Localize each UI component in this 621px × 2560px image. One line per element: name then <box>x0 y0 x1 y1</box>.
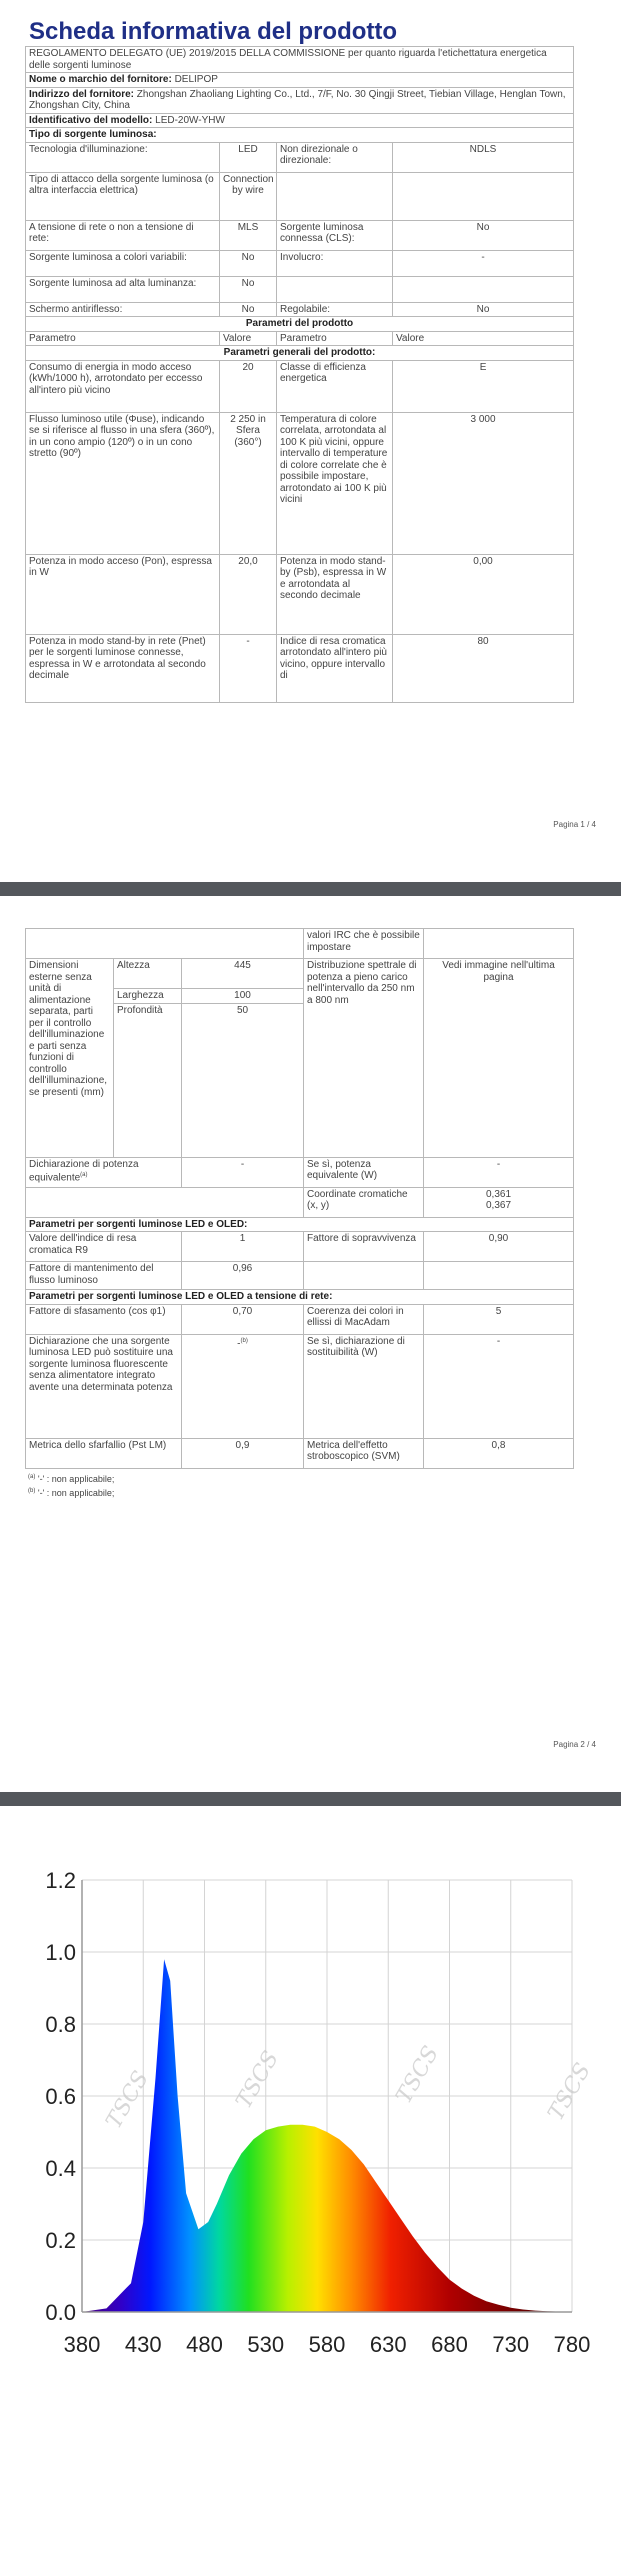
nondir-value: NDLS <box>393 142 574 172</box>
model-value: LED-20W-YHW <box>155 114 225 126</box>
onpower-value: 20,0 <box>220 554 277 634</box>
fluor-value: - <box>237 1337 241 1349</box>
macadam-label: Coerenza dei colori in ellissi di MacAdam <box>304 1304 424 1334</box>
footnote-b-text: '-' : non applicabile; <box>37 1487 115 1498</box>
glare-label: Schermo antiriflesso: <box>26 302 220 317</box>
r9-value: 1 <box>182 1232 304 1262</box>
class-label: Classe di efficienza energetica <box>277 360 393 412</box>
height-label: Altezza <box>114 959 182 989</box>
watermark-text: TSCS <box>391 2042 445 2108</box>
col-value-2: Valore <box>393 331 574 346</box>
fluor-label: Dichiarazione che una sorgente luminosa LED può sostituire una sorgente luminosa fluorescente senza alimentatore integrato avente una determinata potenza <box>26 1334 182 1438</box>
footnote-b <box>25 1485 573 1499</box>
page-1-number: Pagina 1 / 4 <box>553 820 596 829</box>
cap-value: Connection by wire <box>220 172 277 220</box>
cri-value: 80 <box>393 634 574 702</box>
document-title: Scheda informativa del prodotto <box>29 18 398 45</box>
equiv-cell <box>26 1157 182 1187</box>
class-value: E <box>393 360 574 412</box>
page-1 <box>0 0 621 882</box>
spectral-label: Distribuzione spettrale di potenza a pieno carico nell'intervallo da 250 nm a 800 nm <box>304 959 424 1158</box>
phi-label: Fattore di sfasamento (cos φ1) <box>26 1304 182 1334</box>
flicker-value: 0,9 <box>182 1438 304 1468</box>
page-separator-2 <box>0 1792 621 1806</box>
x-tick-label: 380 <box>63 2332 101 2357</box>
watermark-text: TSCS <box>543 2059 597 2125</box>
y-tick-label: 1.2 <box>45 1868 76 1893</box>
x-tick-label: 430 <box>124 2332 162 2357</box>
mains-value: MLS <box>220 220 277 250</box>
equiv-value: - <box>182 1157 304 1187</box>
strobe-label: Metrica dell'effetto stroboscopico (SVM) <box>304 1438 424 1468</box>
supplier-row <box>26 73 574 88</box>
x-tick-label: 730 <box>492 2332 530 2357</box>
nondir-label: Non direzionale o direzionale: <box>277 142 393 172</box>
cct-label: Temperatura di colore correlata, arrotondata al 100 K più vicini, oppure intervallo di temperature di colore correlate che è possibile impostare, arrotondato ai 100 K più vicini <box>277 412 393 554</box>
survival-value: 0,90 <box>424 1232 574 1262</box>
equivw-value: - <box>424 1157 574 1187</box>
netstandby-label: Potenza in modo stand-by in rete (Pnet) per le sorgenti luminose connesse, espressa in W e arrotondata al secondo decimale <box>26 634 220 702</box>
survival-label: Fattore di sopravvivenza <box>304 1232 424 1262</box>
energy-value: 20 <box>220 360 277 412</box>
depth-value: 50 <box>182 1003 304 1157</box>
dimmable-label: Regolabile: <box>277 302 393 317</box>
y-tick-label: 1.0 <box>45 1940 76 1965</box>
x-tick-label: 530 <box>247 2332 285 2357</box>
col-value-1: Valore <box>220 331 277 346</box>
glare-value: No <box>220 302 277 317</box>
onpower-label: Potenza in modo acceso (Pon), espressa in W <box>26 554 220 634</box>
regulation-text: REGOLAMENTO DELEGATO (UE) 2019/2015 DELLA COMMISSIONE per quanto riguarda l'etichettatura energetica delle sorgenti luminose <box>26 47 574 73</box>
replace-label: Se sì, dichiarazione di sostituibilità (W) <box>304 1334 424 1438</box>
params-heading: Parametri del prodotto <box>26 317 574 332</box>
address-row <box>26 87 574 113</box>
cct-value: 3 000 <box>393 412 574 554</box>
cri-label: Indice di resa cromatica arrotondato all'intero più vicino, oppure intervallo di <box>277 634 393 702</box>
general-heading: Parametri generali del prodotto: <box>26 346 574 361</box>
x-tick-label: 780 <box>553 2332 591 2357</box>
cri-cont: valori IRC che è possibile impostare <box>304 929 424 959</box>
x-tick-label: 630 <box>369 2332 407 2357</box>
address-label: Indirizzo del fornitore: <box>29 88 134 100</box>
mains-label: A tensione di rete o non a tensione di rete: <box>26 220 220 250</box>
y-tick-label: 0.8 <box>45 2012 76 2037</box>
phi-value: 0,70 <box>182 1304 304 1334</box>
watermark-text: TSCS <box>101 2067 155 2133</box>
hilum-value: No <box>220 276 277 302</box>
footnote-b-mark: (b) <box>28 1487 36 1494</box>
fluor-footnote-mark: (b) <box>240 1337 248 1344</box>
r9-label: Valore dell'indice di resa cromatica R9 <box>26 1232 182 1262</box>
col-param-1: Parametro <box>26 331 220 346</box>
width-value: 100 <box>182 989 304 1004</box>
maint-label: Fattore di mantenimento del flusso luminoso <box>26 1262 182 1290</box>
chroma-y: 0,367 <box>485 1200 512 1211</box>
model-row <box>26 113 574 128</box>
y-tick-label: 0.0 <box>45 2300 76 2325</box>
footnote-a-mark: (a) <box>28 1473 36 1480</box>
envelope-value: - <box>393 250 574 276</box>
tech-label: Tecnologia d'illuminazione: <box>26 142 220 172</box>
maint-value: 0,96 <box>182 1262 304 1290</box>
page-2-number: Pagina 2 / 4 <box>553 1740 596 1749</box>
footnote-a <box>25 1471 573 1485</box>
dimmable-value: No <box>393 302 574 317</box>
hilum-label: Sorgente luminosa ad alta luminanza: <box>26 276 220 302</box>
flicker-label: Metrica dello sfarfallio (Pst LM) <box>26 1438 182 1468</box>
standby-label: Potenza in modo stand-by (Psb), espressa in W e arrotondata al secondo decimale <box>277 554 393 634</box>
spectral-value: Vedi immagine nell'ultima pagina <box>424 959 574 1158</box>
spectral-chart-svg <box>0 1860 621 2500</box>
cls-value: No <box>393 220 574 250</box>
x-tick-label: 680 <box>431 2332 468 2357</box>
cls-label: Sorgente luminosa connessa (CLS): <box>277 220 393 250</box>
equiv-footnote-mark: (a) <box>80 1172 88 1178</box>
page-2-content <box>25 928 573 1499</box>
strobe-value: 0,8 <box>424 1438 574 1468</box>
type-heading: Tipo di sorgente luminosa: <box>26 128 574 143</box>
depth-label: Profondità <box>114 1003 182 1157</box>
standby-value: 0,00 <box>393 554 574 634</box>
netstandby-value: - <box>220 634 277 702</box>
product-info-table <box>25 46 574 703</box>
replace-value: - <box>424 1334 574 1438</box>
page-1-content <box>25 18 573 703</box>
chroma-x: 0,361 <box>485 1188 512 1200</box>
footnote-a-text: '-' : non applicabile; <box>37 1473 115 1484</box>
x-tick-label: 580 <box>308 2332 346 2357</box>
chroma-value <box>424 1187 574 1217</box>
page-separator <box>0 882 621 896</box>
y-tick-label: 0.6 <box>45 2084 76 2109</box>
x-tick-label: 480 <box>186 2332 223 2357</box>
y-tick-label: 0.2 <box>45 2228 76 2253</box>
macadam-value: 5 <box>424 1304 574 1334</box>
watermark-text: TSCS <box>231 2047 285 2113</box>
height-value: 445 <box>182 959 304 989</box>
energy-label: Consumo di energia in modo acceso (kWh/1000 h), arrotondato per eccesso all'intero più vicino <box>26 360 220 412</box>
equiv-label: Dichiarazione di potenza equivalente <box>29 1158 139 1184</box>
address-value: Zhongshan Zhaoliang Lighting Co., Ltd., 7/F, No. 30 Qingji Street, Tiebian Village, Henglan Town, Zhongshan City, China <box>29 88 566 111</box>
supplier-label: Nome o marchio del fornitore: <box>29 74 172 85</box>
product-info-table-continued <box>25 928 574 1469</box>
equivw-label: Se sì, potenza equivalente (W) <box>304 1157 424 1187</box>
flux-label: Flusso luminoso utile (Φuse), indicando se si riferisce al flusso in una sfera (360º), in un cono ampio (120º) o in un cono stretto (90º) <box>26 412 220 554</box>
ledoled-heading: Parametri per sorgenti luminose LED e OLED: <box>26 1217 574 1232</box>
tunable-label: Sorgente luminosa a colori variabili: <box>26 250 220 276</box>
y-tick-label: 0.4 <box>45 2156 76 2181</box>
page-2 <box>0 896 621 1792</box>
mains-heading: Parametri per sorgenti luminose LED e OLED a tensione di rete: <box>26 1290 574 1305</box>
chroma-label: Coordinate cromatiche (x, y) <box>304 1187 424 1217</box>
tech-value: LED <box>220 142 277 172</box>
dim-label: Dimensioni esterne senza unità di alimentazione separata, parti per il controllo dell'illuminazione e parti senza funzioni di controllo dell'illuminazione, se presenti (mm) <box>26 959 114 1158</box>
width-label: Larghezza <box>114 989 182 1004</box>
col-param-2: Parametro <box>277 331 393 346</box>
envelope-label: Involucro: <box>277 250 393 276</box>
flux-value: 2 250 in Sfera (360°) <box>220 412 277 554</box>
cap-label: Tipo di attacco della sorgente luminosa (o altra interfaccia elettrica) <box>26 172 220 220</box>
tunable-value: No <box>220 250 277 276</box>
supplier-value: DELIPOP <box>174 74 218 85</box>
spectral-chart <box>0 1860 621 2500</box>
fluor-value-cell <box>182 1334 304 1438</box>
model-label: Identificativo del modello: <box>29 114 153 126</box>
